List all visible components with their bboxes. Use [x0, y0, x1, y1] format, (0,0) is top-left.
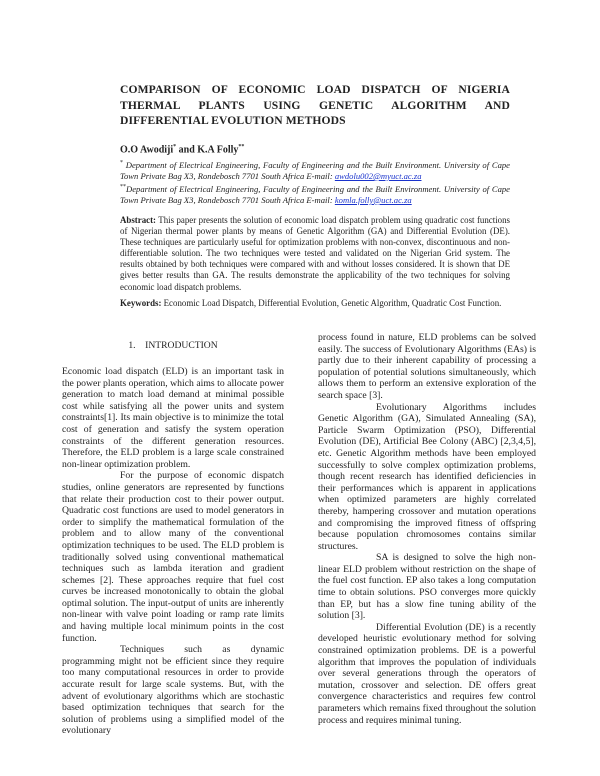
paragraph: SA is designed to solve the high non-linear ELD problem without restriction on the shape of the fuel cost function. EP also takes a long computation time to obtain solutions. PSO converges more quickly than EP, but has a slow fine tuning ability of the solution [3].: [318, 552, 536, 622]
paragraph: Evolutionary Algorithms includes Genetic Algorithm (GA), Simulated Annealing (SA), Particle Swarm Optimization (PSO), Differential Evolution (DE), Artificial Bee Colony (ABC) [2,3,4,5], etc. Genetic Algorithm methods have been employed successfully to solve complex optimization problems, though recent research has identified deficiencies in their performances which is apparent in applications when optimized parameters are highly correlated thereby, hampering crossover and mutation operations and compromising the improved fitness of offspring because population chromosomes contains similar structures.: [318, 401, 536, 552]
right-column: [318, 332, 536, 726]
abstract-text: This paper presents the solution of economic load dispatch problem using quadratic cost functions of Nigerian thermal power plants by means of Genetic Algorithm (GA) and Differential Evolution (DE). These techniques are particularly useful for optimization problems with non-convex, discontinuous and non-differentiable solution. The two techniques were tested and validated on the Nigerian Grid system. The results obtained by both techniques were compared with and without losses considered. It is shown that DE gives better results than GA. The results demonstrate the applicability of the two techniques for solving economic load dispatch problems.: [120, 215, 510, 292]
abstract-label: Abstract:: [120, 215, 156, 225]
author-1: O.O Awodiji: [120, 144, 174, 156]
paragraph: Economic load dispatch (ELD) is an important task in the power plants operation, which aims to allocate power generation to match load demand at minimal possible cost while satisfying all the power units and system constraints[1]. Its main objective is to minimize the total cost of generation and satisfy the system operation constraints of the different generation resources. Therefore, the ELD problem is a large scale constrained non-linear optimization problem.: [62, 366, 284, 470]
paragraph: process found in nature, ELD problems can be solved easily. The success of Evolutionary Algorithms (EAs) is partly due to their inherent capability of processing a population of potential solutions simultaneously, which allows them to perform an extensive exploration of the search space [3].: [318, 332, 536, 401]
paragraph: Differential Evolution (DE) is a recently developed heuristic evolutionary method for solving constrained optimization problems. DE is a powerful algorithm that improves the population of individuals over several generations through the operators of mutation, crossover and selection. DE offers great convergence characteristics and requires few control parameters which remains fixed throughout the solution process and requires minimal tuning.: [318, 621, 536, 726]
affiliation-1: [120, 158, 510, 182]
affiliation-text: Department of Electrical Engineering, Faculty of Engineering and the Built Environment. University of Cape Town Private Bag X3, Rondebosch 7701 South Africa E-mail:: [120, 183, 510, 205]
affiliation-2: [120, 182, 510, 206]
section-heading: 1. INTRODUCTION: [128, 340, 218, 351]
author-1-mark: *: [173, 144, 177, 150]
keywords: [120, 298, 510, 309]
keywords-text: Economic Load Dispatch, Differential Evolution, Genetic Algorithm, Quadratic Cost Function.: [161, 298, 502, 308]
paragraph: Techniques such as dynamic programming might not be efficient since they require too many computational resources in order to provide accurate result for large scale systems. But, with the advent of evolutionary algorithms which are stochastic based optimization techniques that search for the solution of problems using a simplified model of the evolutionary: [62, 644, 284, 737]
author-2-mark: **: [238, 144, 245, 150]
author-2: K.A Folly: [197, 144, 239, 156]
email-link[interactable]: awdolu002@myuct.ac.za: [334, 170, 422, 181]
authors: [120, 144, 244, 155]
affiliation-mark: **: [120, 183, 126, 190]
paper-title: COMPARISON OF ECONOMIC LOAD DISPATCH OF NIGERIA THERMAL PLANTS USING GENETIC ALGORITHM AND DIFFERENTIAL EVOLUTION METHODS: [120, 83, 510, 127]
paragraph: For the purpose of economic dispatch studies, online generators are represented by functions that relate their production cost to their power output. Quadratic cost functions are used to model generators in order to simplify the mathematical formulation of the problem and to allow many of the conventional optimization techniques to be used. The ELD problem is traditionally solved using conventional mathematical techniques such as lambda iteration and gradient schemes [2]. These approaches require that fuel cost curves be increased monotonically to obtain the global optimal solution. The input-output of units are inherently non-linear with valve point loading or ramp rate limits and having multiple local minimum points in the cost function.: [62, 470, 284, 644]
keywords-label: Keywords:: [120, 298, 162, 308]
email-link[interactable]: komla.folly@uct.ac.za: [334, 194, 412, 205]
left-column: [62, 366, 284, 737]
abstract: [120, 215, 510, 293]
affiliation-mark: *: [120, 160, 123, 166]
affiliation-text: Department of Electrical Engineering, Faculty of Engineering and the Built Environment. University of Cape Town Private Bag X3, Rondebosch 7701 South Africa E-mail:: [120, 159, 510, 181]
author-separator: and: [176, 144, 198, 156]
affiliations: [120, 158, 510, 206]
